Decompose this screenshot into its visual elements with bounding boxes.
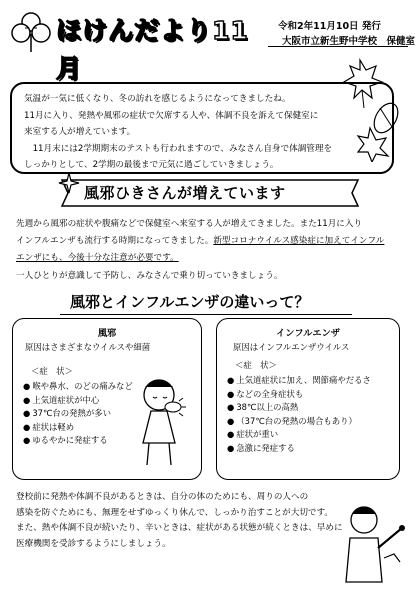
cold-cause: 原因はさまざまなウイルスや細菌 [25,342,151,352]
sneezing-child-illustration [129,373,193,469]
list-item-note: （37℃台の発熱の場合もあり） [236,415,357,426]
flu-cause: 原因はインフルエンザウイルス [233,342,350,352]
body-line: 感染を防ぐためにも、無理をせずゆっくり休んで、しっかり治すことが大切です。 [16,507,334,518]
list-item [227,415,371,429]
intro-line: 11月末には2学期期末のテストも行われますので、みなさん自身で体調管理を [24,143,333,154]
list-item: ● 38℃以上の高熱 [227,401,371,415]
cold-symptom-list [23,380,133,448]
body-line: 先週から風邪の症状や腹痛などで保健室へ来室する人が増えてきました。また11月に入り [16,219,363,229]
intro-line: 来室する人が増えています。 [24,127,136,137]
intro-message-box [10,82,394,174]
flu-heading: インフルエンザ [276,328,340,339]
emphasis-text: 新型コロナウイルス感染症に加えてインフル [213,236,385,247]
list-item: ● 37℃台の発熱が多い [23,407,133,421]
list-item: ● 症状が重い [227,428,371,442]
issue-date: 令和2年11月10日 発行 [278,21,381,32]
cold-info-box [12,318,202,480]
clover-logo [8,8,54,54]
list-item: ● 喉や鼻水、のどの痛みなど [23,380,133,394]
flu-info-box [216,318,400,480]
section-title-cold-increase: 風邪ひきさんが増えています [84,184,286,202]
list-item: ● 症状は軽め [23,421,133,435]
list-item-continuation: などの全身症状も [236,388,304,399]
header-divider [268,46,408,47]
list-item: ● 上気道症状に加え、関節痛やだるさ [227,374,371,388]
flu-symptom-list [227,374,371,456]
intro-line: 11月に入り、発熱や風邪の症状で欠席する人や、体調不良を訴えて保健室に [24,110,319,121]
body-line: 一人ひとりが意識して予防し、みなさんで乗り切っていきましょう。 [16,270,283,281]
list-item: ● ゆるやかに発症する [23,434,133,448]
cold-symptom-heading: ＜症 状＞ [31,366,73,376]
school-name: 大阪市立新生野中学校 保健室 [282,36,416,47]
flu-symptom-heading: ＜症 状＞ [235,360,277,370]
cold-heading: 風邪 [97,328,117,339]
list-item: ● 上気道症状が中心 [23,394,133,408]
thermometer-doctor-illustration [340,498,412,584]
intro-line: しっかりとして、2学期の最後まで元気に過ごしていきましょう。 [24,160,279,170]
newsletter-title: ほけんだより11月 [56,16,249,83]
section-divider [60,314,352,315]
body-line: 登校前に発熱や体調不良があるときは、自分の体のためにも、周りの人への [16,492,309,502]
closing-message [16,490,396,552]
list-item: ● 急激に発症する [227,442,371,456]
body-line: また、熱や体調不良が続いたり、辛いときは、症状がある状態が続くときは、早めに [16,523,343,534]
section-body-cold-increase [16,216,408,285]
emphasis-line: エンザにも、今後十分な注意が必要です。 [16,253,179,264]
section-title-cold-vs-flu: 風邪とインフルエンザの違いって？ [70,293,310,311]
intro-line: 気温が一気に低くなり、冬の訪れを感じるようになってきましたね。 [24,94,291,104]
sparkle-icon [58,172,80,194]
body-line: 医療機関を受診するようにしましょう。 [16,538,171,549]
body-text: インフルエンザも流行する時期になってきました。 [16,236,214,247]
list-item [227,388,371,402]
body-line [16,233,408,250]
